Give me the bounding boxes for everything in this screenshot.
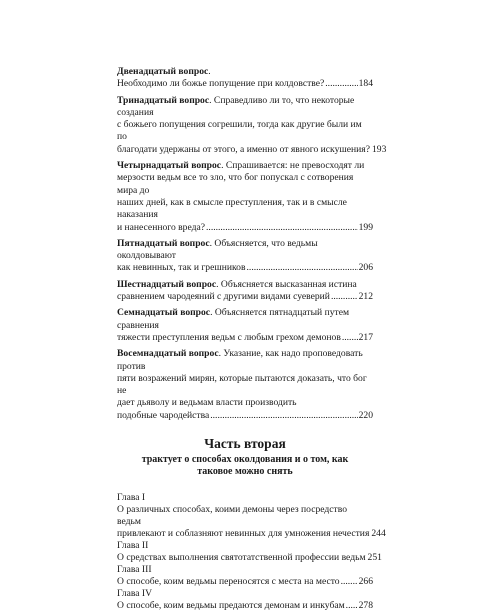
entry-line: . Объясняется пятнадцатый путем сравнения (117, 307, 350, 331)
page-number: 206 (358, 262, 373, 274)
page-number: 220 (358, 409, 373, 421)
entry-last-line: подобные чародейства (117, 409, 210, 421)
table-of-contents (117, 66, 387, 612)
toc-entry-q17 (117, 307, 373, 344)
entry-line: с божьего попущения согрешили, тогда как другие были им по (117, 119, 362, 143)
entry-heading: Восемнадцатый вопрос (117, 348, 219, 360)
entry-last-line: сравнением чародеяний с другими видами суеверий (117, 291, 330, 303)
entry-heading: Шестнадцатый вопрос (117, 278, 217, 290)
toc-entry-q16 (117, 279, 373, 304)
entry-heading: Семнадцатый вопрос (117, 307, 211, 319)
part-title: Часть вторая (204, 436, 286, 452)
page-number: 184 (358, 78, 373, 90)
entry-line: . Объясняется, что ведьмы околдовывают (117, 237, 318, 262)
page-number: 278 (358, 600, 373, 612)
entry-line: О различных способах, коими демоны через посредство ведьм (117, 504, 347, 528)
toc-entry-chapter-2 (117, 540, 382, 564)
entry-line: мерзости ведьм все то зло, что бог попускал с сотворения мира до (117, 172, 354, 196)
entry-last-line: привлекают и соблазняют невинных для умножения нечестия (117, 528, 370, 540)
entry-heading: Четырнадцатый вопрос (117, 160, 222, 172)
entry-heading: Тринадцатый вопрос (117, 94, 210, 106)
entry-last-line: Необходимо ли божье попущение при колдовстве? (117, 78, 325, 90)
toc-entry-chapter-3 (117, 564, 373, 588)
page-number: 244 (371, 528, 386, 540)
chapter-title: Глава I (117, 492, 146, 504)
page-number: 212 (358, 291, 373, 303)
entry-line: наших дней, как в смысле преступления, так и в смысле наказания (117, 196, 347, 221)
chapter-title: Глава II (117, 540, 149, 552)
entry-line: дает дьяволу и ведьмам власти производить (117, 397, 297, 409)
entry-last-line: О средствах выполнения святотатственной профессии ведьм (117, 552, 366, 564)
toc-entry-chapter-1 (117, 492, 386, 540)
page-number: 193 (371, 143, 387, 155)
chapter-list (117, 492, 386, 612)
toc-entry-q14 (117, 160, 373, 234)
chapter-title: Глава III (117, 564, 152, 576)
entry-heading: Пятнадцатый вопрос (117, 237, 210, 249)
entry-last-line: и нанесенного вреда? (117, 221, 206, 233)
entry-line: . Спрашивается: не превосходят ли (221, 160, 365, 172)
toc-entry-chapter-4 (117, 588, 373, 612)
chapter-title: Глава IV (117, 588, 153, 600)
page-number: 217 (358, 331, 373, 343)
entry-last-line: благодати удержаны от этого, а именно от явного искушения? (117, 143, 370, 155)
page-number: 199 (358, 221, 373, 233)
entry-heading: Двенадцатый вопрос (117, 66, 209, 77)
entry-line: пяти возражений мирян, которые пытаются доказать, что бог не (117, 372, 367, 397)
toc-entry-q12: Двенадцатый вопрос. Необходимо ли божье попущение при колдовстве? ..... 184 (117, 66, 373, 91)
entry-last-line: О способе, коим ведьмы переносятся с места на место (117, 576, 340, 588)
page-number: 251 (367, 552, 382, 564)
entry-line: . Объясняется высказанная истина (216, 278, 357, 290)
entry-line: . Справедливо ли то, что некоторые создания (117, 94, 355, 118)
toc-entry-q13 (117, 94, 387, 156)
toc-entry-q18 (117, 348, 373, 422)
entry-last-line: О способе, коим ведьмы предаются демонам и инкубам (117, 600, 345, 612)
toc-entry-q15 (117, 238, 373, 275)
entry-last-line: как невинных, так и грешников (117, 262, 246, 274)
part-subtitle: трактует о способах околдования и о том, как таковое можно снять (141, 454, 349, 478)
entry-line: . Указание, как надо проповедовать против (117, 348, 363, 372)
page-number: 266 (358, 576, 373, 588)
entry-last-line: тяжести преступления ведьм с любым грехом демонов (117, 331, 341, 343)
